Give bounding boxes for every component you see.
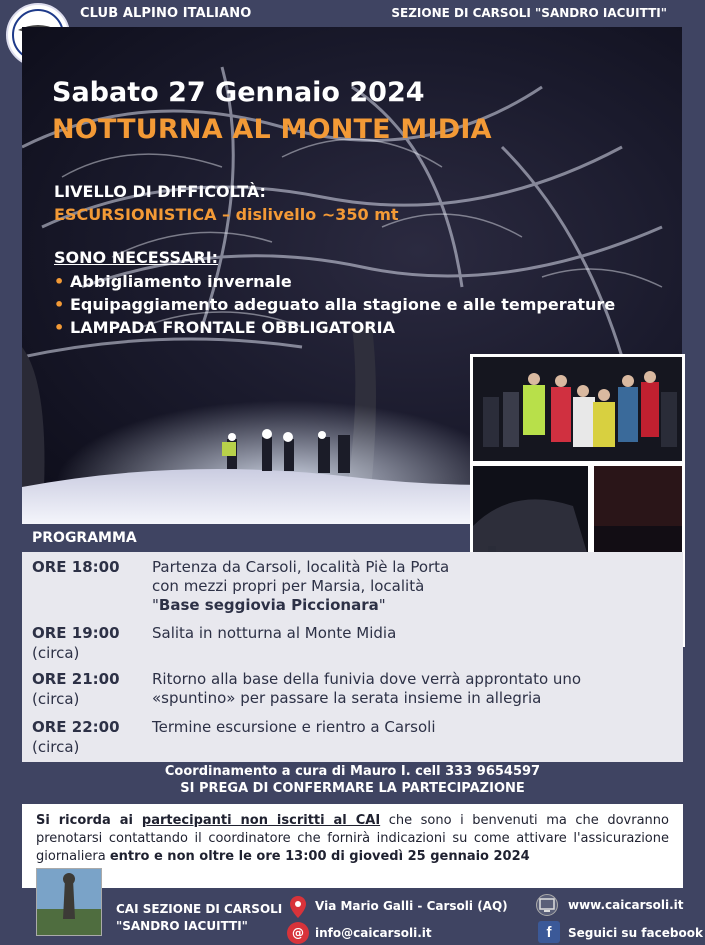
program-title: PROGRAMMA	[32, 530, 137, 546]
row-circa: (circa)	[32, 644, 80, 662]
row-desc: Termine escursione e rientro a Carsoli	[152, 718, 436, 736]
row-circa: (circa)	[32, 738, 80, 756]
email-icon: @	[287, 922, 309, 944]
confirm-line: SI PREGA DI CONFERMARE LA PARTECIPAZIONE	[180, 781, 525, 796]
program-header	[22, 524, 467, 552]
section-name: SEZIONE DI CARSOLI "SANDRO IACUITTI"	[391, 6, 667, 20]
event-title: NOTTURNA AL MONTE MIDIA	[52, 114, 492, 145]
footer-org: CAI SEZIONE DI CARSOLI "SANDRO IACUITTI"	[116, 902, 283, 933]
difficulty-label: LIVELLO DI DIFFICOLTÀ:	[54, 182, 266, 201]
website-icon	[536, 894, 558, 916]
row-time: ORE 22:00	[32, 718, 120, 736]
list-item: • Equipaggiamento adeguato alla stagione e alle temperature	[54, 295, 616, 314]
program-table	[22, 552, 683, 762]
footer-email-link[interactable]: info@caicarsoli.it	[315, 926, 432, 940]
row-desc: Salita in notturna al Monte Midia	[152, 624, 397, 642]
row-desc: Ritorno alla base della funivia dove verrà approntato uno «spuntino» per passare la serata insieme in allegria	[152, 670, 582, 707]
row-circa: (circa)	[32, 690, 80, 708]
difficulty-value: ESCURSIONISTICA – dislivello ~350 mt	[54, 205, 399, 224]
event-date: Sabato 27 Gennaio 2024	[52, 77, 425, 108]
row-time: ORE 19:00	[32, 624, 120, 642]
group-photo	[470, 354, 685, 464]
requirements-title: SONO NECESSARI:	[54, 248, 219, 267]
footer-facebook-link[interactable]: Seguici su facebook	[568, 926, 703, 940]
org-name: CLUB ALPINO ITALIANO	[80, 6, 252, 21]
row-desc: Partenza da Carsoli, località Piè la Porta con mezzi propri per Marsia, località "Base seggiovia Piccionara"	[152, 558, 450, 614]
row-time: ORE 18:00	[32, 558, 120, 576]
footer-website-link[interactable]: www.caicarsoli.it	[568, 898, 684, 912]
coordination-line: Coordinamento a cura di Mauro I. cell 333 9654597	[164, 764, 541, 779]
requirements-list	[54, 270, 615, 339]
map-pin-icon	[287, 896, 309, 918]
row-time: ORE 21:00	[32, 670, 120, 688]
list-item: • LAMPADA FRONTALE OBBLIGATORIA	[54, 318, 395, 337]
insurance-notice: Si ricorda ai partecipanti non iscritti al CAI che sono i benvenuti ma che dovranno prenotarsi contattando il coordinatore che fornirà indicazioni su come attivare l'assicurazione giornaliera entro e non oltre le ore 13:00 di giovedì 25 gennaio 2024	[22, 804, 683, 888]
list-item: • Abbigliamento invernale	[54, 272, 292, 291]
footer-address: Via Mario Galli - Carsoli (AQ)	[315, 899, 508, 913]
facebook-icon: f	[538, 921, 560, 943]
statue-photo	[36, 868, 102, 936]
